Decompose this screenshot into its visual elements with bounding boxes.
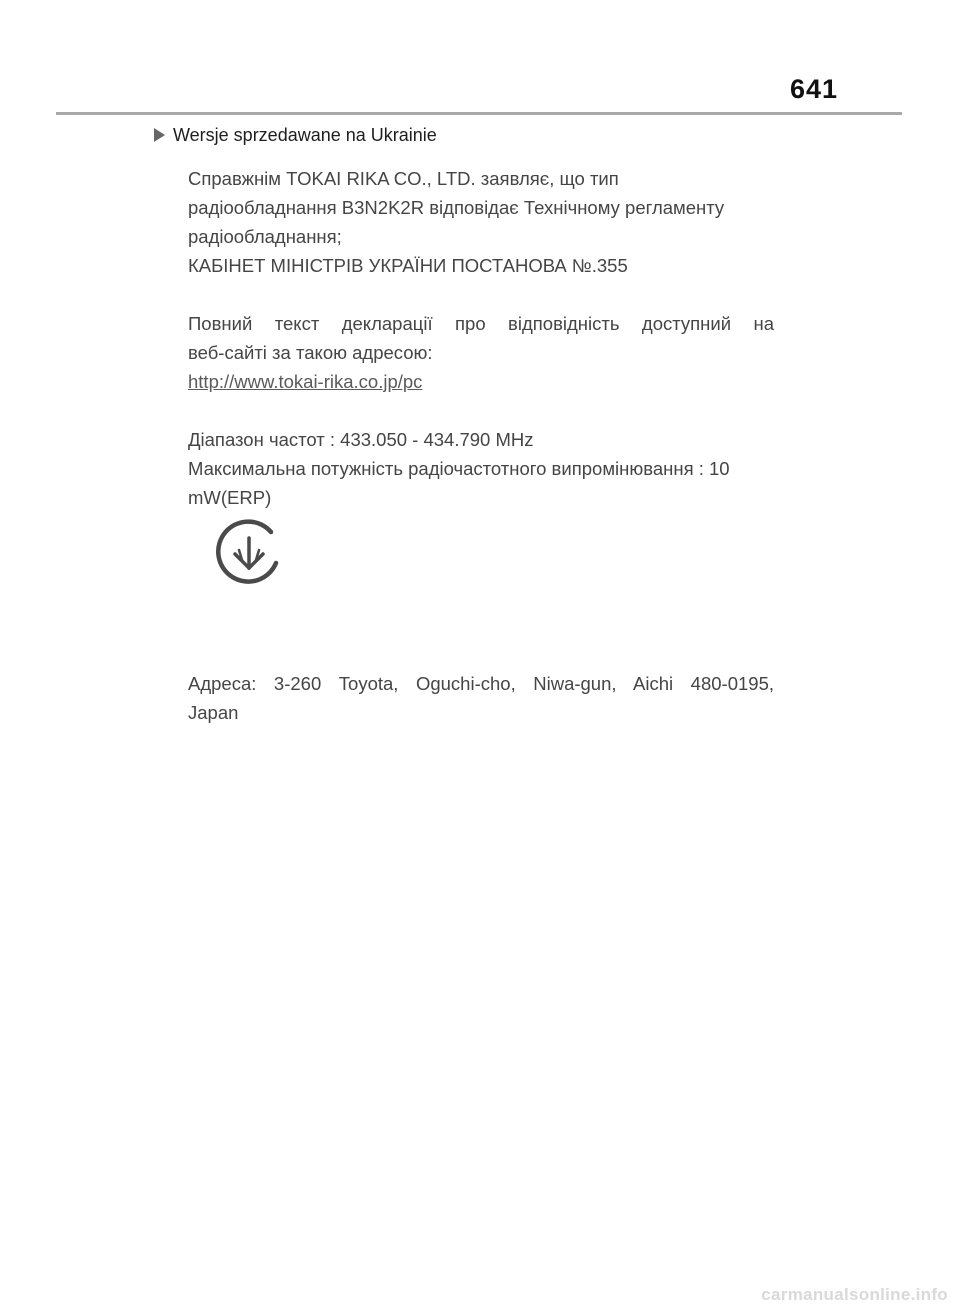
declaration-paragraph [188,164,774,280]
ukraine-conformity-mark-icon [213,518,285,590]
watermark-logo: carmanualsonline.info [761,1285,948,1304]
declaration-line: радіообладнання B3N2K2R відповідає Технічному регламенту [188,197,725,218]
power-unit-line: mW(ERP) [188,487,272,508]
declaration-link[interactable]: http://www.tokai-rika.co.jp/pc [188,371,423,392]
address-paragraph [188,669,774,727]
full-text-line: Повний текст декларації про відповідність доступний на [188,313,774,334]
section-title: Wersje sprzedawane na Ukrainie [173,125,437,145]
address-line: Japan [188,702,239,723]
power-line: Максимальна потужність радіочастотного випромінювання : 10 [188,458,730,479]
address-line: Адреса: 3-260 Toyota, Oguchi-cho, Niwa-gun, Aichi 480-0195, [188,673,774,694]
section-heading [154,125,437,145]
declaration-line: КАБІНЕТ МІНІСТРІВ УКРАЇНИ ПОСТАНОВА №.355 [188,255,628,276]
page-number: 641 [790,74,839,104]
triangle-bullet-icon [154,128,165,142]
full-text-paragraph [188,309,774,396]
declaration-text [188,164,774,756]
conformity-mark-svg [213,518,285,590]
frequency-paragraph [188,425,774,512]
declaration-line: радіообладнання; [188,226,342,247]
frequency-line: Діапазон частот : 433.050 - 434.790 MHz [188,429,534,450]
declaration-line: Справжнім TOKAI RIKA CO., LTD. заявляє, що тип [188,168,619,189]
header-divider [56,112,902,115]
full-text-line: веб-сайті за такою адресою: [188,342,433,363]
